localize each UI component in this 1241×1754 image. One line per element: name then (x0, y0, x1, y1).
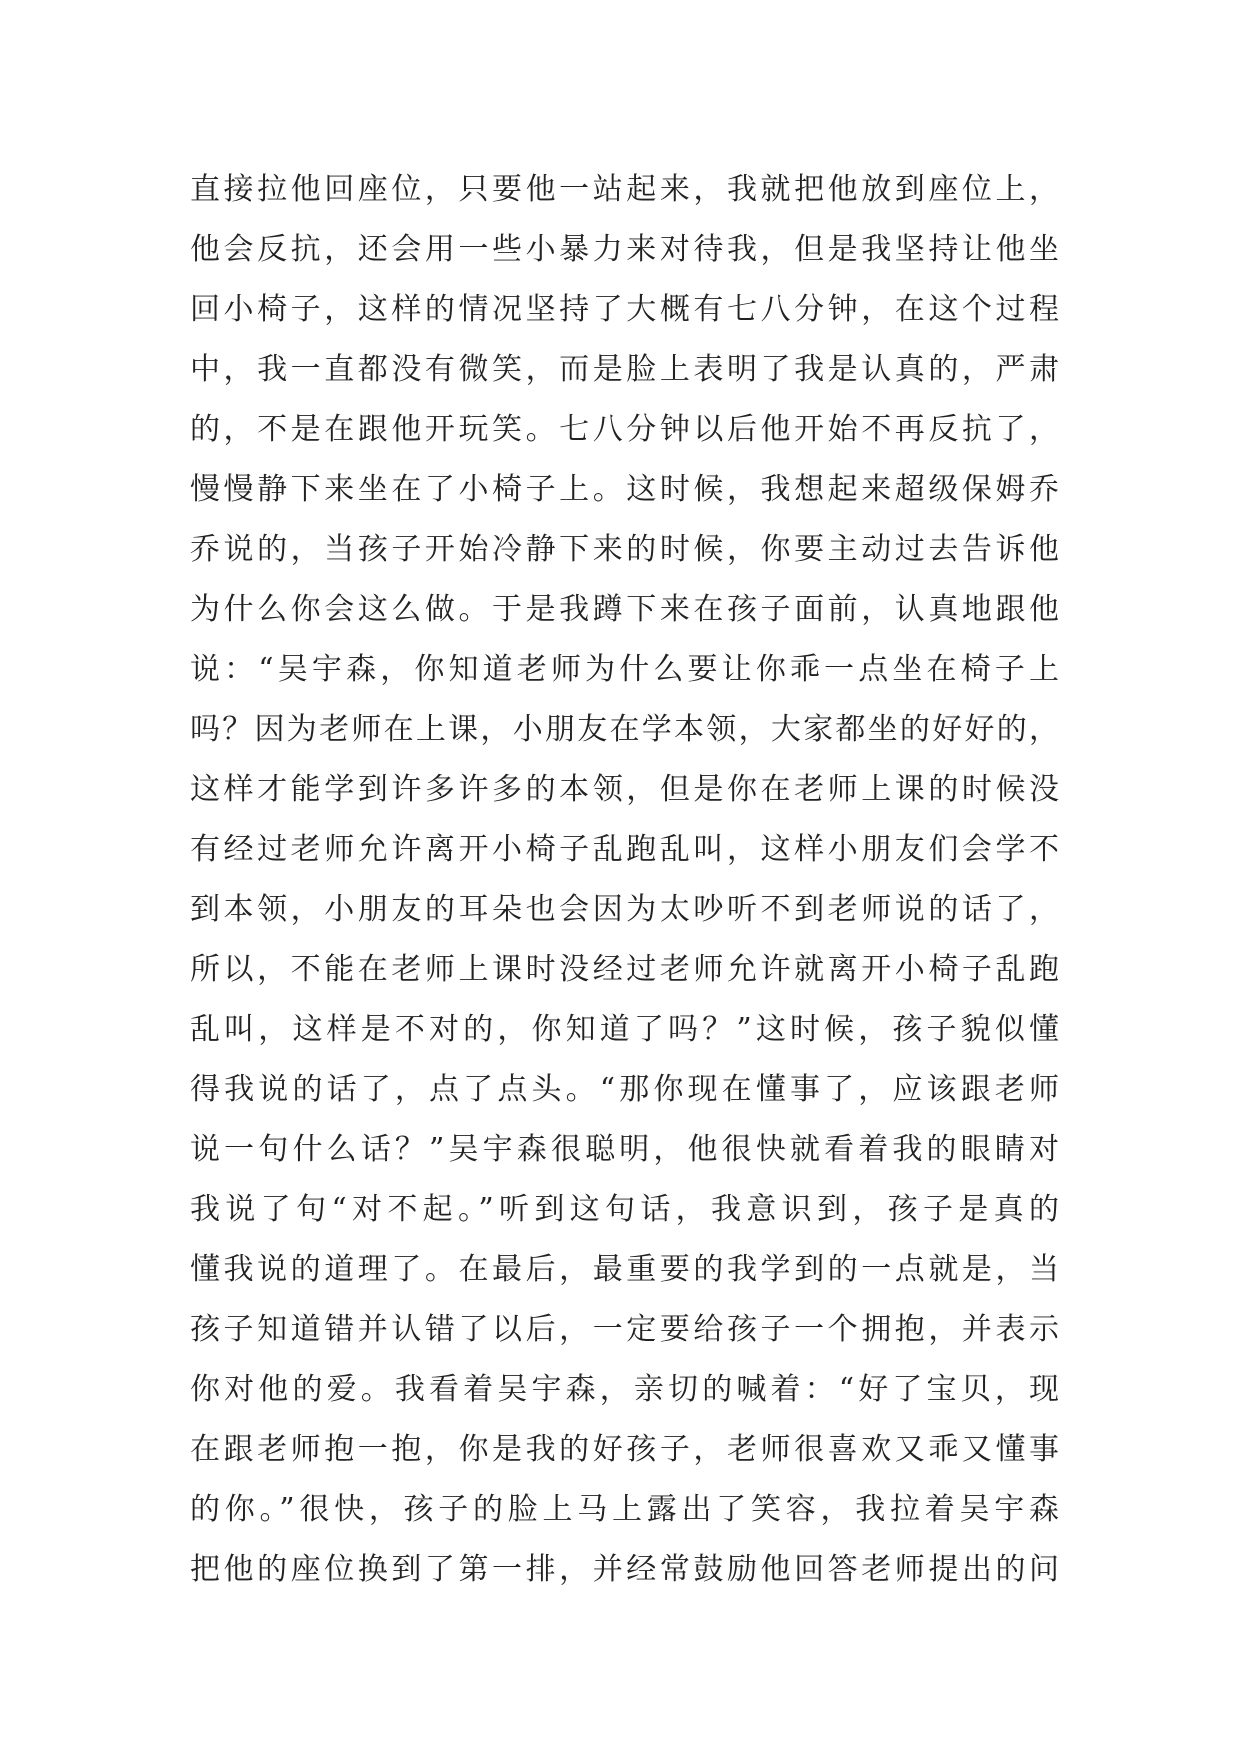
text-line: 为什么你会这么做。于是我蹲下来在孩子面前，认真地跟他 (190, 592, 1060, 627)
text-line: 他会反抗，还会用一些小暴力来对待我，但是我坚持让他坐 (190, 232, 1060, 267)
text-line: 回小椅子，这样的情况坚持了大概有七八分钟，在这个过程 (190, 292, 1060, 327)
text-line: 在跟老师抱一抱，你是我的好孩子，老师很喜欢又乖又懂事 (190, 1432, 1060, 1467)
text-line: 乔说的，当孩子开始冷静下来的时候，你要主动过去告诉他 (190, 532, 1060, 567)
text-line: 直接拉他回座位，只要他一站起来，我就把他放到座位上， (190, 172, 1060, 207)
text-line: 有经过老师允许离开小椅子乱跑乱叫，这样小朋友们会学不 (190, 832, 1060, 867)
text-line: 说一句什么话？”吴宇森很聪明，他很快就看着我的眼睛对 (190, 1132, 1060, 1167)
text-line: 吗？因为老师在上课，小朋友在学本领，大家都坐的好好的， (190, 712, 1060, 747)
text-line: 慢慢静下来坐在了小椅子上。这时候，我想起来超级保姆乔 (190, 472, 1060, 507)
text-line: 到本领，小朋友的耳朵也会因为太吵听不到老师说的话了， (190, 892, 1060, 927)
text-line: 把他的座位换到了第一排，并经常鼓励他回答老师提出的问 (190, 1552, 1060, 1587)
body-text (190, 160, 1060, 1600)
text-line: 懂我说的道理了。在最后，最重要的我学到的一点就是，当 (190, 1252, 1060, 1287)
text-line: 所以，不能在老师上课时没经过老师允许就离开小椅子乱跑 (190, 952, 1060, 987)
text-line: 说：“吴宇森，你知道老师为什么要让你乖一点坐在椅子上 (190, 652, 1060, 687)
text-line: 中，我一直都没有微笑，而是脸上表明了我是认真的，严肃 (190, 352, 1060, 387)
text-line: 这样才能学到许多许多的本领，但是你在老师上课的时候没 (190, 772, 1060, 807)
text-line: 的，不是在跟他开玩笑。七八分钟以后他开始不再反抗了， (190, 412, 1060, 447)
text-line: 孩子知道错并认错了以后，一定要给孩子一个拥抱，并表示 (190, 1312, 1060, 1347)
text-line: 我说了句“对不起。”听到这句话，我意识到，孩子是真的 (190, 1192, 1060, 1227)
text-line: 的你。”很快，孩子的脸上马上露出了笑容，我拉着吴宇森 (190, 1492, 1060, 1527)
text-line: 得我说的话了，点了点头。“那你现在懂事了，应该跟老师 (190, 1072, 1060, 1107)
text-line: 乱叫，这样是不对的，你知道了吗？”这时候，孩子貌似懂 (190, 1012, 1060, 1047)
text-line: 你对他的爱。我看着吴宇森，亲切的喊着：“好了宝贝，现 (190, 1372, 1060, 1407)
